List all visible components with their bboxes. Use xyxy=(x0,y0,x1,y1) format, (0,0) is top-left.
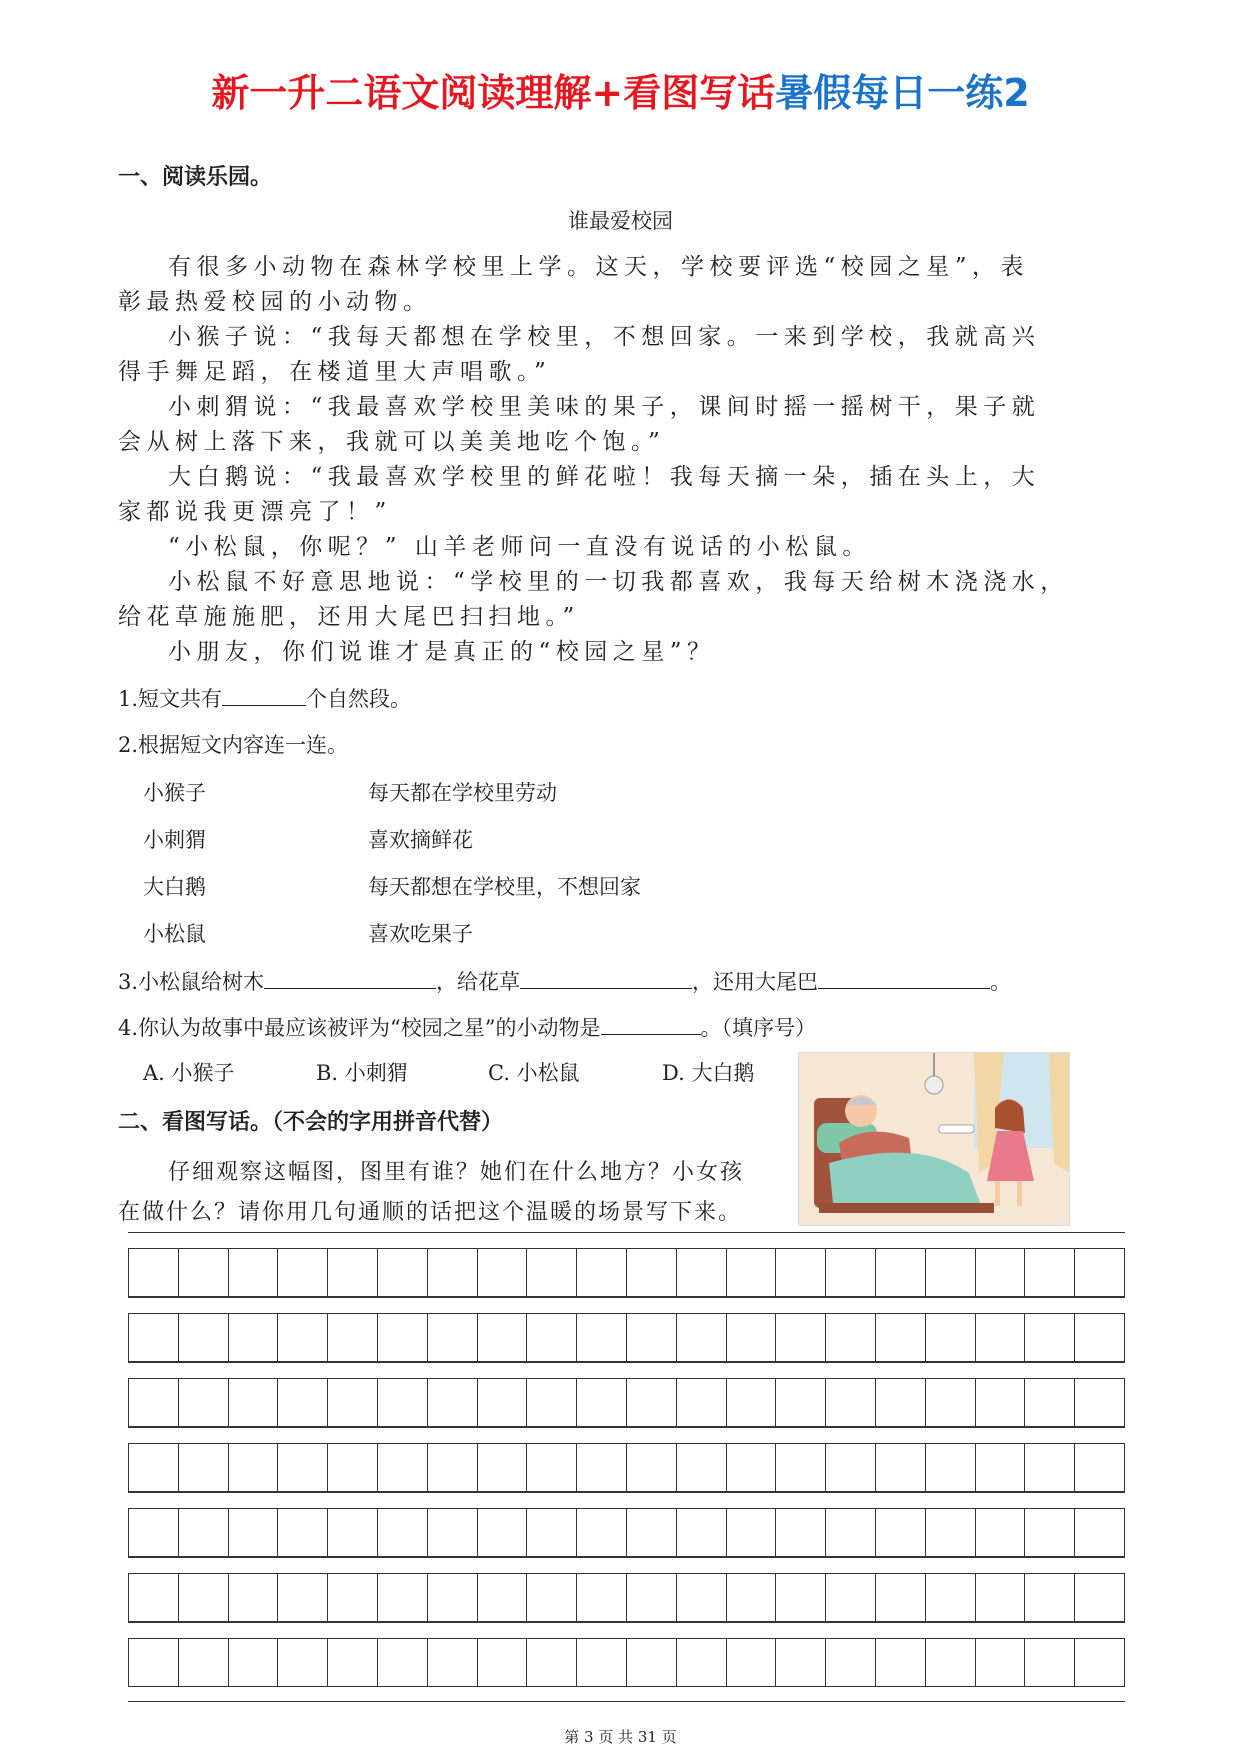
grid-cell[interactable] xyxy=(925,1509,975,1556)
grid-cell[interactable] xyxy=(726,1314,776,1361)
grid-cell[interactable] xyxy=(975,1314,1025,1361)
grid-cell[interactable] xyxy=(228,1639,278,1686)
grid-cell[interactable] xyxy=(377,1379,427,1426)
grid-cell[interactable] xyxy=(327,1509,377,1556)
grid-cells xyxy=(128,1508,1125,1557)
story-line: 家都说我更漂亮了！” xyxy=(118,499,392,525)
grid-cell[interactable] xyxy=(1024,1509,1074,1556)
grid-cell[interactable] xyxy=(427,1444,477,1491)
story-line: 会从树上落下来，我就可以美美地吃个饱。” xyxy=(118,429,666,455)
question-1-text: 1.短文共有 xyxy=(118,687,223,711)
grid-cell[interactable] xyxy=(526,1639,576,1686)
grid-cell[interactable] xyxy=(128,1444,178,1491)
match-left-item[interactable]: 大白鹅 xyxy=(143,875,206,899)
story-line: 彰最热爱校园的小动物。 xyxy=(118,289,432,315)
grid-cell[interactable] xyxy=(178,1509,228,1556)
question-4-text-end: 。（填序号） xyxy=(700,1016,817,1040)
grid-cell[interactable] xyxy=(676,1249,726,1296)
grid-cell[interactable] xyxy=(526,1379,576,1426)
page-footer: 第 3 页 共 31 页 xyxy=(564,1728,677,1746)
story-line: 大白鹅说：“我最喜欢学校里的鲜花啦！我每天摘一朵，插在头上，大 xyxy=(168,464,1041,490)
grid-cell[interactable] xyxy=(477,1379,527,1426)
grid-divider-line xyxy=(128,1622,1125,1623)
story-title: 谁最爱校园 xyxy=(568,209,673,233)
grid-cell[interactable] xyxy=(327,1379,377,1426)
grid-cell[interactable] xyxy=(676,1444,726,1491)
grid-cell[interactable] xyxy=(427,1249,477,1296)
story-line: 给花草施施肥，还用大尾巴扫扫地。” xyxy=(118,604,580,630)
grid-cells xyxy=(128,1443,1125,1492)
grid-cell[interactable] xyxy=(1074,1574,1125,1621)
question-2: 2.根据短文内容连一连。 xyxy=(118,733,349,757)
grid-cell[interactable] xyxy=(377,1639,427,1686)
question-4-text: 4.你认为故事中最应该被评为“校园之星”的小动物是 xyxy=(118,1016,601,1040)
story-line: 小松鼠不好意思地说：“学校里的一切我都喜欢，我每天给树木浇浇水， xyxy=(168,569,1069,595)
grid-cell[interactable] xyxy=(327,1249,377,1296)
story-line: 得手舞足蹈，在楼道里大声唱歌。” xyxy=(118,359,552,385)
grid-cells xyxy=(128,1638,1125,1687)
grid-cell[interactable] xyxy=(526,1314,576,1361)
grid-cells xyxy=(128,1378,1125,1427)
match-right-item[interactable]: 每天都在学校里劳动 xyxy=(368,781,557,805)
option-d[interactable]: D. 大白鹅 xyxy=(662,1061,755,1085)
question-4 xyxy=(118,1012,816,1042)
grid-cell[interactable] xyxy=(228,1574,278,1621)
question-1-text-end: 个自然段。 xyxy=(306,687,412,711)
grid-cell[interactable] xyxy=(277,1249,327,1296)
grid-cell[interactable] xyxy=(228,1509,278,1556)
grid-bottom-line xyxy=(128,1701,1125,1702)
writing-prompt-line: 仔细观察这幅图，图里有谁？她们在什么地方？小女孩 xyxy=(168,1160,745,1185)
grid-cell[interactable] xyxy=(327,1444,377,1491)
grid-cell[interactable] xyxy=(726,1574,776,1621)
grid-cell[interactable] xyxy=(377,1509,427,1556)
option-a[interactable]: A. 小猴子 xyxy=(143,1061,235,1085)
grid-cell[interactable] xyxy=(427,1379,477,1426)
grid-cell[interactable] xyxy=(626,1379,676,1426)
grid-cell[interactable] xyxy=(128,1574,178,1621)
grid-cell[interactable] xyxy=(128,1379,178,1426)
answer-blank[interactable] xyxy=(818,968,990,989)
page-title xyxy=(0,62,1241,117)
grid-row xyxy=(128,1492,1125,1557)
grid-cell[interactable] xyxy=(875,1509,925,1556)
grid-cell[interactable] xyxy=(228,1314,278,1361)
grid-cell[interactable] xyxy=(277,1574,327,1621)
option-c[interactable]: C. 小松鼠 xyxy=(488,1061,580,1085)
grid-row xyxy=(128,1427,1125,1492)
grid-cell[interactable] xyxy=(128,1314,178,1361)
question-3-text: 。 xyxy=(990,970,1012,994)
grid-cell[interactable] xyxy=(327,1314,377,1361)
match-right-item[interactable]: 每天都想在学校里，不想回家 xyxy=(368,875,641,899)
question-3-text: ，还用大尾巴 xyxy=(692,970,819,994)
grid-cell[interactable] xyxy=(825,1574,875,1621)
grid-cell[interactable] xyxy=(875,1574,925,1621)
grid-cell[interactable] xyxy=(626,1314,676,1361)
grid-cell[interactable] xyxy=(277,1509,327,1556)
grid-cell[interactable] xyxy=(626,1509,676,1556)
grid-cell[interactable] xyxy=(526,1444,576,1491)
grid-cell[interactable] xyxy=(1074,1249,1125,1296)
grid-row xyxy=(128,1557,1125,1622)
grid-cell[interactable] xyxy=(1024,1314,1074,1361)
grid-cell[interactable] xyxy=(277,1314,327,1361)
grid-cell[interactable] xyxy=(925,1314,975,1361)
grid-cell[interactable] xyxy=(925,1574,975,1621)
grid-cell[interactable] xyxy=(178,1379,228,1426)
answer-blank[interactable] xyxy=(222,685,306,706)
grid-cell[interactable] xyxy=(775,1314,825,1361)
grid-divider-line xyxy=(128,1492,1125,1493)
grid-cell[interactable] xyxy=(775,1509,825,1556)
grid-cell[interactable] xyxy=(825,1379,875,1426)
grandma-and-girl-illustration xyxy=(799,1053,1069,1225)
grid-cell[interactable] xyxy=(825,1314,875,1361)
grid-cell[interactable] xyxy=(576,1574,626,1621)
grid-cell[interactable] xyxy=(178,1444,228,1491)
grid-row xyxy=(128,1297,1125,1362)
grid-cell[interactable] xyxy=(1074,1444,1125,1491)
match-left-item[interactable]: 小猴子 xyxy=(143,781,206,805)
grid-divider-line xyxy=(128,1297,1125,1298)
grid-cell[interactable] xyxy=(975,1509,1025,1556)
grid-cell[interactable] xyxy=(975,1249,1025,1296)
question-1 xyxy=(118,683,411,713)
grid-cell[interactable] xyxy=(128,1509,178,1556)
grid-cell[interactable] xyxy=(726,1509,776,1556)
grid-cell[interactable] xyxy=(178,1639,228,1686)
grid-cell[interactable] xyxy=(477,1574,527,1621)
grid-cell[interactable] xyxy=(1024,1379,1074,1426)
grid-cell[interactable] xyxy=(327,1574,377,1621)
grid-cell[interactable] xyxy=(875,1314,925,1361)
grid-cell[interactable] xyxy=(975,1444,1025,1491)
grid-cell[interactable] xyxy=(327,1639,377,1686)
grid-cell[interactable] xyxy=(775,1249,825,1296)
story-line: 小朋友，你们说谁才是真正的“校园之星”？ xyxy=(168,639,716,665)
grid-cell[interactable] xyxy=(377,1314,427,1361)
grid-cell[interactable] xyxy=(1074,1314,1125,1361)
match-left-item[interactable]: 小刺猬 xyxy=(143,828,206,852)
grid-cell[interactable] xyxy=(178,1314,228,1361)
grid-divider-line xyxy=(128,1427,1125,1428)
grid-row xyxy=(128,1232,1125,1297)
grid-cell[interactable] xyxy=(427,1574,477,1621)
grid-cells xyxy=(128,1248,1125,1297)
grid-cell[interactable] xyxy=(427,1314,477,1361)
grid-cell[interactable] xyxy=(1024,1444,1074,1491)
grid-cell[interactable] xyxy=(726,1379,776,1426)
grid-cell[interactable] xyxy=(1074,1639,1125,1686)
grid-cell[interactable] xyxy=(825,1639,875,1686)
grid-cell[interactable] xyxy=(875,1249,925,1296)
grid-cell[interactable] xyxy=(875,1444,925,1491)
grid-cell[interactable] xyxy=(228,1249,278,1296)
grid-cell[interactable] xyxy=(626,1444,676,1491)
grid-cell[interactable] xyxy=(975,1639,1025,1686)
grid-cell[interactable] xyxy=(676,1509,726,1556)
grid-cell[interactable] xyxy=(676,1574,726,1621)
answer-blank[interactable] xyxy=(520,968,692,989)
question-3 xyxy=(118,966,1011,996)
match-right-item[interactable]: 喜欢吃果子 xyxy=(368,922,473,946)
grid-cell[interactable] xyxy=(277,1379,327,1426)
grid-cell[interactable] xyxy=(526,1509,576,1556)
grid-cell[interactable] xyxy=(576,1639,626,1686)
grid-cell[interactable] xyxy=(925,1379,975,1426)
grid-cell[interactable] xyxy=(526,1574,576,1621)
grid-cell[interactable] xyxy=(775,1379,825,1426)
grid-cell[interactable] xyxy=(228,1444,278,1491)
grid-cell[interactable] xyxy=(676,1639,726,1686)
grid-cell[interactable] xyxy=(1074,1509,1125,1556)
grid-cell[interactable] xyxy=(825,1444,875,1491)
grid-cell[interactable] xyxy=(1074,1379,1125,1426)
grid-cell[interactable] xyxy=(228,1379,278,1426)
grid-cell[interactable] xyxy=(576,1444,626,1491)
answer-blank[interactable] xyxy=(264,968,436,989)
grid-cell[interactable] xyxy=(477,1444,527,1491)
grid-cell[interactable] xyxy=(427,1639,477,1686)
grid-cell[interactable] xyxy=(775,1574,825,1621)
grid-cell[interactable] xyxy=(925,1249,975,1296)
grid-cell[interactable] xyxy=(676,1314,726,1361)
grid-cell[interactable] xyxy=(277,1639,327,1686)
grid-cell[interactable] xyxy=(377,1249,427,1296)
grid-cell[interactable] xyxy=(626,1639,676,1686)
grid-cell[interactable] xyxy=(427,1509,477,1556)
grid-cell[interactable] xyxy=(277,1444,327,1491)
grid-row xyxy=(128,1622,1125,1687)
grid-cell[interactable] xyxy=(726,1639,776,1686)
grid-cell[interactable] xyxy=(477,1314,527,1361)
title-part-red: 新一升二语文 xyxy=(211,71,440,115)
grid-cell[interactable] xyxy=(825,1509,875,1556)
grid-cell[interactable] xyxy=(1024,1639,1074,1686)
grid-cell[interactable] xyxy=(1024,1574,1074,1621)
grid-cell[interactable] xyxy=(626,1249,676,1296)
grid-cell[interactable] xyxy=(477,1509,527,1556)
grid-cell[interactable] xyxy=(576,1379,626,1426)
grid-divider-line xyxy=(128,1557,1125,1558)
story-line: 小刺猬说：“我最喜欢学校里美味的果子，课间时摇一摇树干，果子就 xyxy=(168,394,1041,420)
grid-cell[interactable] xyxy=(825,1249,875,1296)
grid-cell[interactable] xyxy=(925,1444,975,1491)
grid-cell[interactable] xyxy=(875,1639,925,1686)
match-right-item[interactable]: 喜欢摘鲜花 xyxy=(368,828,473,852)
grid-cell[interactable] xyxy=(1024,1249,1074,1296)
grid-cell[interactable] xyxy=(775,1444,825,1491)
writing-grid[interactable] xyxy=(128,1232,1125,1702)
grid-cell[interactable] xyxy=(128,1249,178,1296)
grid-cells xyxy=(128,1573,1125,1622)
question-3-text: 3.小松鼠给树木 xyxy=(118,970,265,994)
section2-heading: 二、看图写话。（不会的字用拼音代替） xyxy=(118,1110,504,1135)
question-3-text: ，给花草 xyxy=(436,970,521,994)
story-line: 小猴子说：“我每天都想在学校里，不想回家。一来到学校，我就高兴 xyxy=(168,324,1041,350)
title-part-red-2: 阅读理解+看图写话 xyxy=(439,71,776,115)
grid-cell[interactable] xyxy=(576,1314,626,1361)
title-part-blue: 暑假每日一练2 xyxy=(775,71,1030,115)
grid-cell[interactable] xyxy=(576,1509,626,1556)
grid-cell[interactable] xyxy=(626,1574,676,1621)
option-b[interactable]: B. 小刺猬 xyxy=(316,1061,408,1085)
grid-cells xyxy=(128,1313,1125,1362)
grid-cell[interactable] xyxy=(975,1379,1025,1426)
grid-cell[interactable] xyxy=(875,1379,925,1426)
grid-cell[interactable] xyxy=(726,1249,776,1296)
grid-divider-line xyxy=(128,1232,1125,1233)
grid-cell[interactable] xyxy=(377,1574,427,1621)
match-left-item[interactable]: 小松鼠 xyxy=(143,922,206,946)
grid-cell[interactable] xyxy=(477,1639,527,1686)
grid-cell[interactable] xyxy=(477,1249,527,1296)
section1-heading: 一、阅读乐园。 xyxy=(118,165,273,190)
story-line: 有很多小动物在森林学校里上学。这天，学校要评选“校园之星”，表 xyxy=(168,254,1030,280)
grid-cell[interactable] xyxy=(676,1379,726,1426)
illustration-image xyxy=(798,1052,1070,1226)
grid-divider-line xyxy=(128,1362,1125,1363)
grid-cell[interactable] xyxy=(178,1249,228,1296)
grid-row xyxy=(128,1362,1125,1427)
grid-cell[interactable] xyxy=(975,1574,1025,1621)
grid-cell[interactable] xyxy=(726,1444,776,1491)
story-line: “小松鼠，你呢？” 山羊老师问一直没有说话的小松鼠。 xyxy=(168,534,871,560)
grid-cell[interactable] xyxy=(775,1639,825,1686)
grid-cell[interactable] xyxy=(576,1249,626,1296)
grid-cell[interactable] xyxy=(526,1249,576,1296)
grid-cell[interactable] xyxy=(128,1639,178,1686)
grid-cell[interactable] xyxy=(377,1444,427,1491)
writing-prompt-line: 在做什么？请你用几句通顺的话把这个温暖的场景写下来。 xyxy=(118,1200,743,1225)
grid-cell[interactable] xyxy=(178,1574,228,1621)
answer-blank[interactable] xyxy=(601,1014,701,1035)
grid-cell[interactable] xyxy=(925,1639,975,1686)
